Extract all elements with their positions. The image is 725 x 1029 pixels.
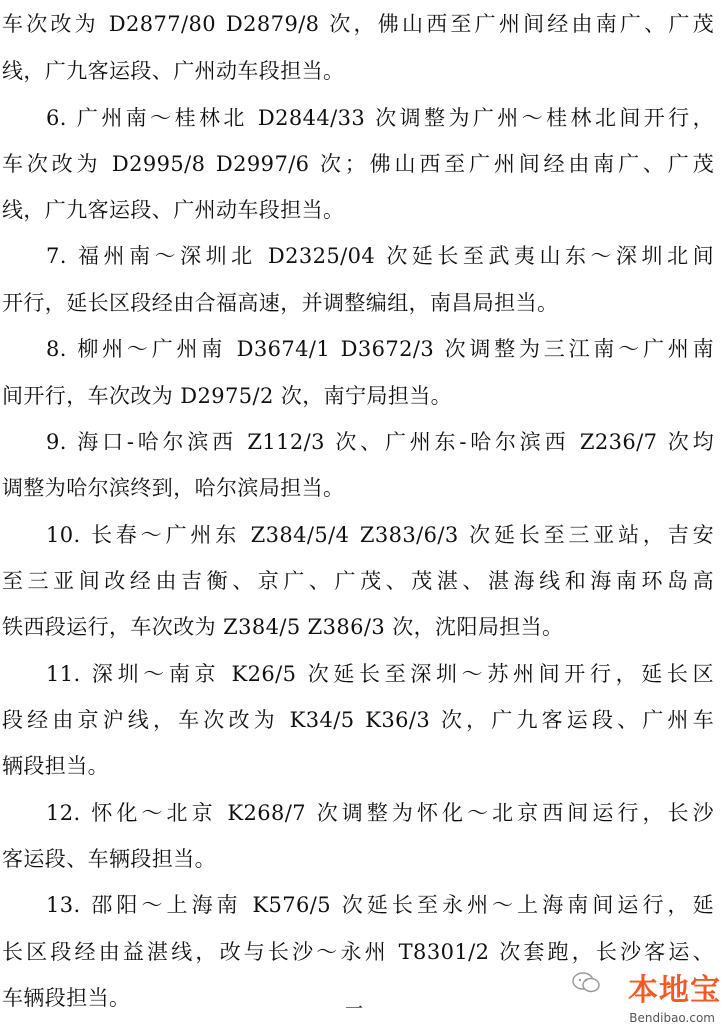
text-line: 线，广九客运段、广州动车段担当。 xyxy=(2,198,345,222)
watermark-url: Bendibao.com xyxy=(629,1011,715,1025)
text-line: 段经由京沪线，车次改为 K34/5 K36/3 次，广九客运段、广州车 xyxy=(2,708,714,732)
text-line: 6. 广州南～桂林北 D2844/33 次调整为广州～桂林北间开行， xyxy=(46,106,714,130)
text-line: 11. 深圳～南京 K26/5 次延长至深圳～苏州间开行，延长区 xyxy=(46,662,714,686)
text-line: 客运段、车辆段担当。 xyxy=(2,847,216,871)
text-line: 车次改为 D2877/80 D2879/8 次，佛山西至广州间经由南广、广茂 xyxy=(2,12,714,36)
text-line: 7. 福州南～深圳北 D2325/04 次延长至武夷山东～深圳北间 xyxy=(46,244,714,268)
text-line: 至三亚间改经由吉衡、京广、广茂、茂湛、湛海线和海南环岛高 xyxy=(2,569,714,593)
page-marker: 一 xyxy=(345,999,363,1020)
text-line: 长区段经由益湛线，改与长沙～永州 T8301/2 次套跑，长沙客运、 xyxy=(2,940,714,964)
text-line: 开行，延长区段经由合福高速，并调整编组，南昌局担当。 xyxy=(2,291,559,315)
text-line: 车次改为 D2995/8 D2997/6 次；佛山西至广州间经由南广、广茂 xyxy=(2,152,714,176)
text-line: 铁西段运行，车次改为 Z384/5 Z386/3 次，沈阳局担当。 xyxy=(2,615,564,639)
watermark-logo: 本地宝 xyxy=(628,973,721,1008)
text-line: 12. 怀化～北京 K268/7 次调整为怀化～北京西间运行，长沙 xyxy=(46,801,714,825)
text-line: 调整为哈尔滨终到，哈尔滨局担当。 xyxy=(2,476,345,500)
text-line: 辆段担当。 xyxy=(2,754,109,778)
text-line: 9. 海口-哈尔滨西 Z112/3 次、广州东-哈尔滨西 Z236/7 次均 xyxy=(46,430,714,454)
watermark xyxy=(571,965,721,1025)
chat-bubble-icon xyxy=(571,971,601,995)
text-line: 10. 长春～广州东 Z384/5/4 Z383/6/3 次延长至三亚站，吉安 xyxy=(46,523,714,547)
text-line: 间开行，车次改为 D2975/2 次，南宁局担当。 xyxy=(2,384,453,408)
text-line: 8. 柳州～广州南 D3674/1 D3672/3 次调整为三江南～广州南 xyxy=(46,337,714,361)
text-line: 线，广九客运段、广州动车段担当。 xyxy=(2,59,345,83)
text-line: 13. 邵阳～上海南 K576/5 次延长至永州～上海南间运行，延 xyxy=(46,893,714,917)
text-line: 车辆段担当。 xyxy=(2,986,131,1010)
